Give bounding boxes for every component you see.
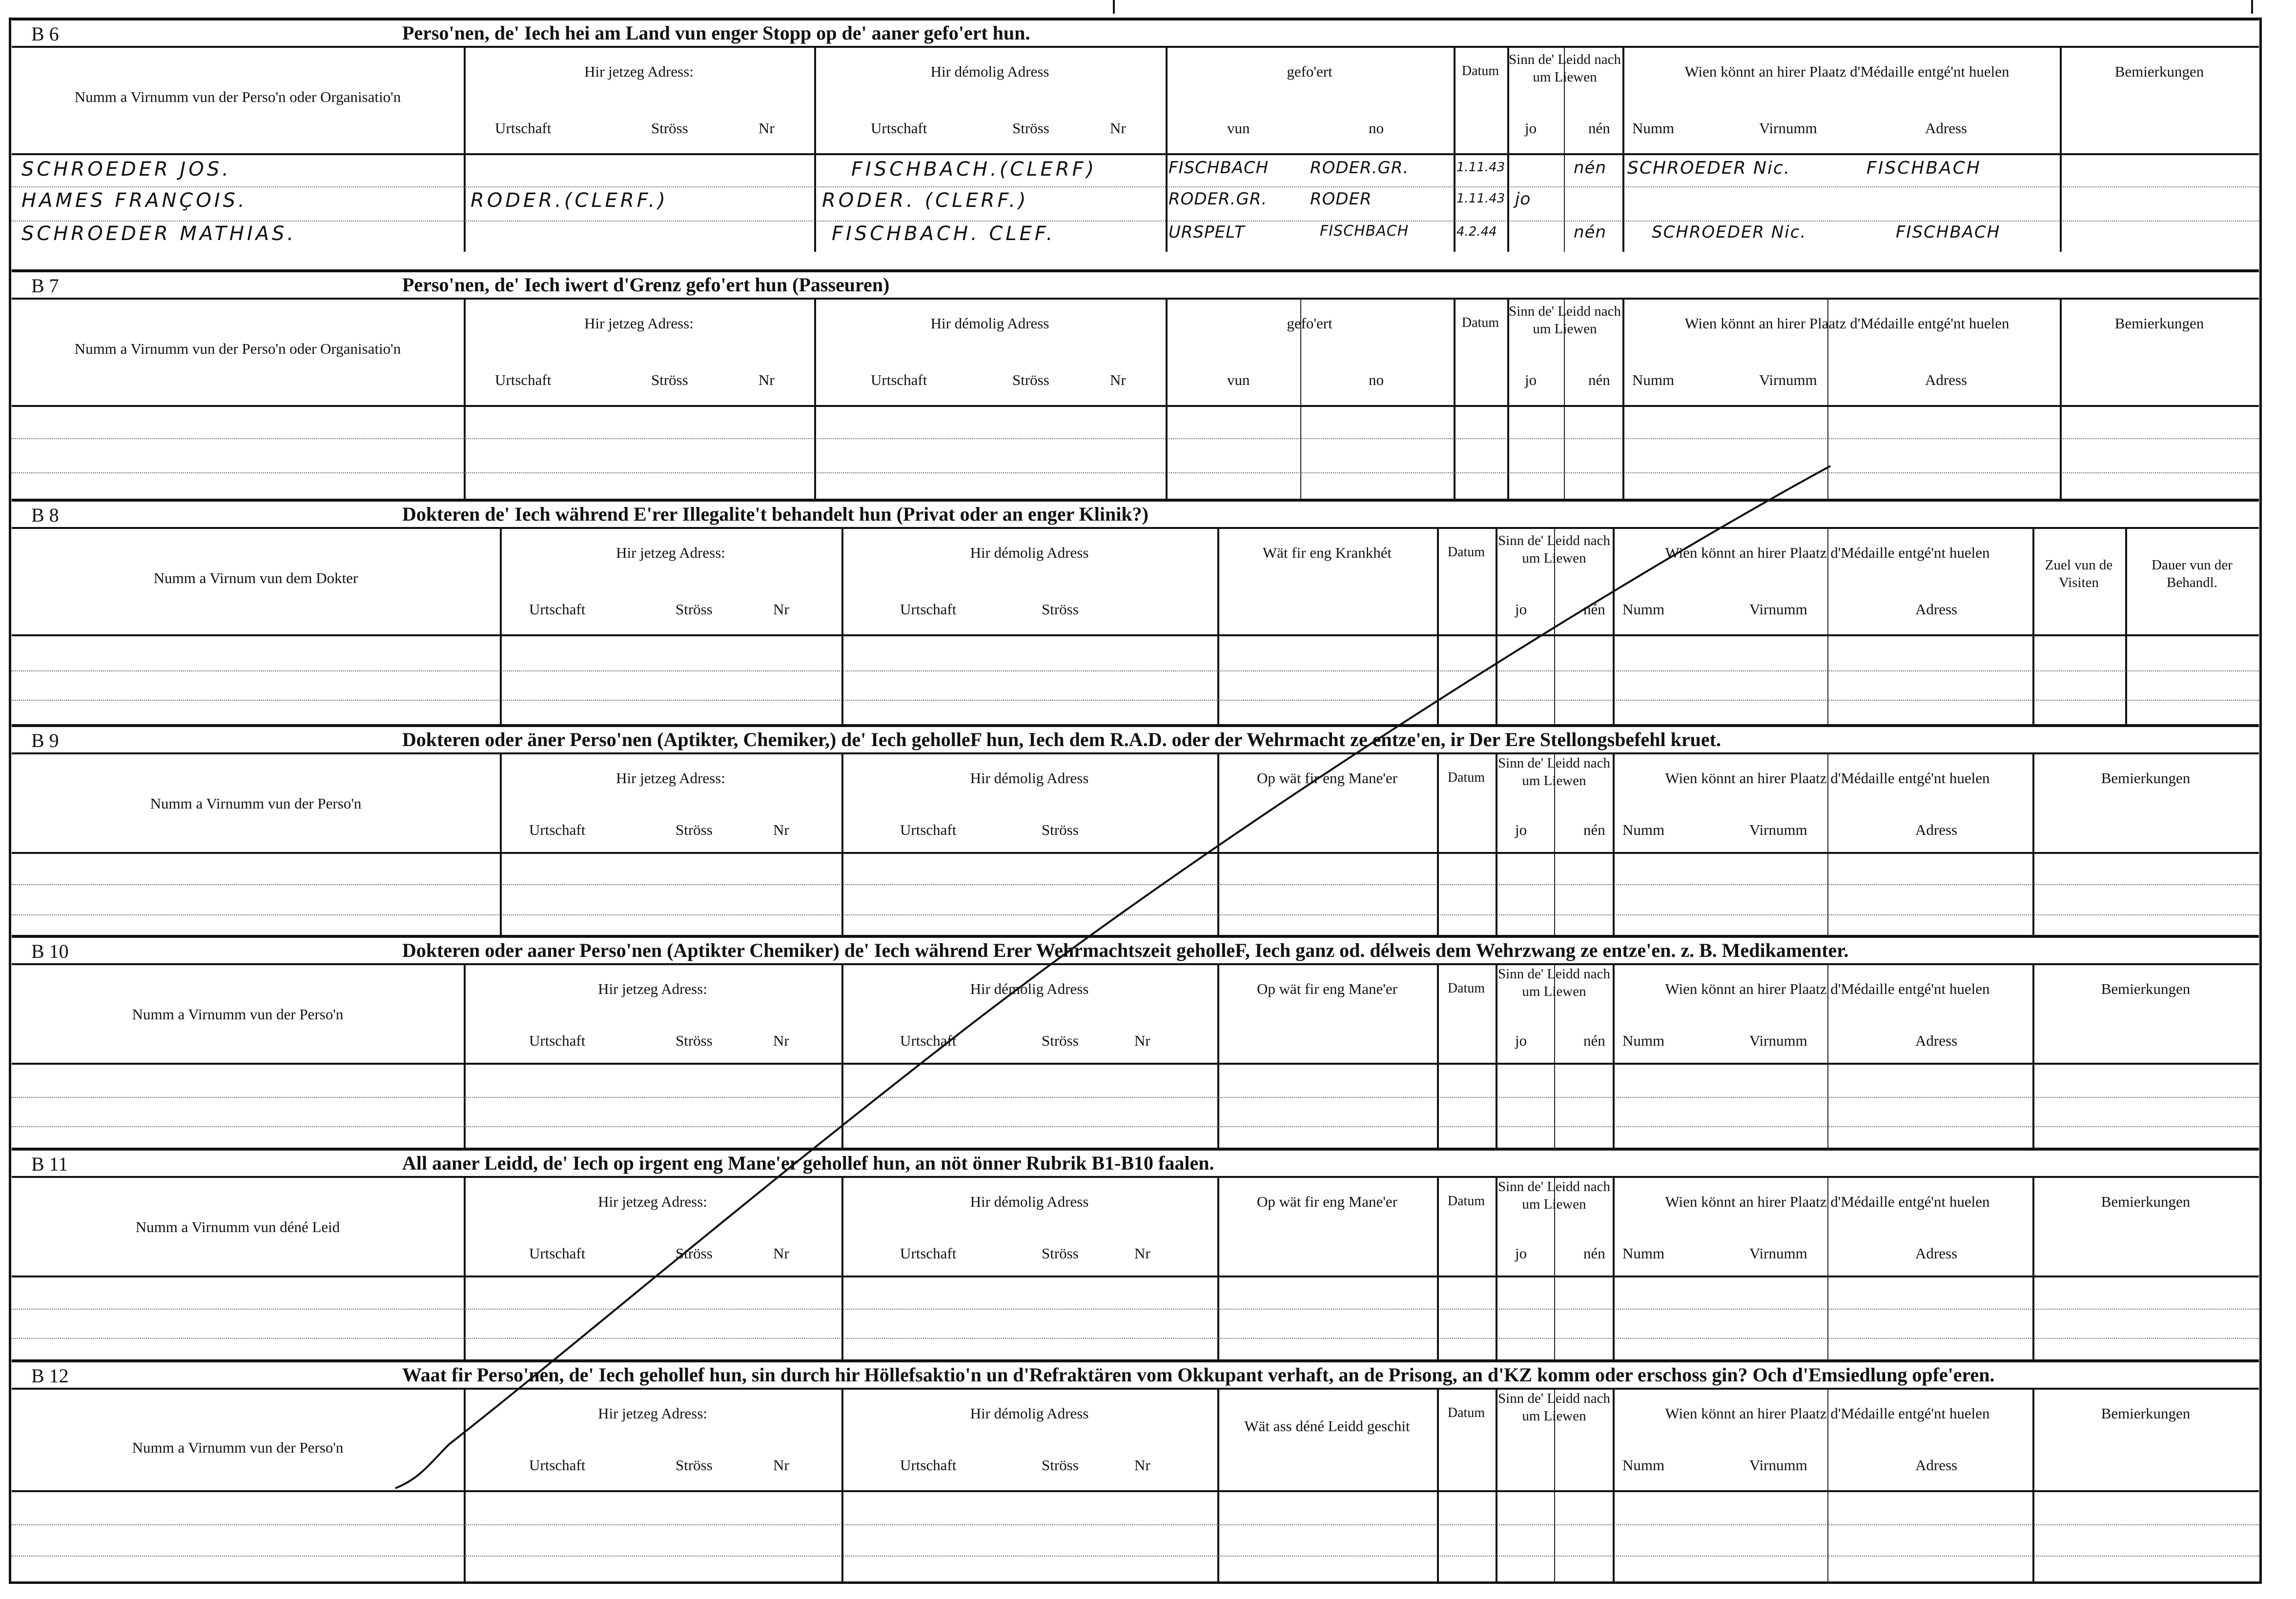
header-town: Urtschaft: [900, 1245, 957, 1262]
header-remarks: Bemierkungen: [2101, 1193, 2191, 1210]
b6-row2-date: 1.11.43: [1456, 191, 1505, 206]
section-b6: [12, 18, 2259, 250]
header-manner: Op wät fir eng Mane'er: [1257, 1193, 1397, 1210]
header-nr: Nr: [758, 371, 775, 388]
header-street: Ströss: [651, 371, 688, 388]
section-b12: [12, 1359, 2259, 1582]
header-medal-name: Numm: [1632, 120, 1675, 137]
header-name: Numm a Virnumm vun der Perso'n oder Organisatio'n: [74, 340, 401, 357]
header-nr: Nr: [1134, 1457, 1150, 1474]
section-id: B 6: [31, 23, 59, 45]
header-nr: Nr: [773, 821, 789, 838]
header-manner: Op wät fir eng Mane'er: [1257, 769, 1397, 787]
header-current-address: Hir jetzeg Adress:: [616, 769, 725, 787]
header-alive: Sinn de' Leidd nach um Liewen: [1509, 304, 1621, 337]
section-b9: [12, 724, 2259, 935]
section-b11: [12, 1148, 2259, 1359]
header-current-address: Hir jetzeg Adress:: [616, 544, 725, 561]
header-medal-name: Numm: [1632, 371, 1675, 388]
header-town: Urtschaft: [495, 120, 552, 137]
b6-row3-former: FISCHBACH. CLEF.: [832, 223, 1056, 245]
header-medal: Wien könnt an hirer Plaatz d'Médaille entgé'nt huelen: [1684, 315, 2009, 332]
b6-row1-medal-address: FISCHBACH: [1866, 158, 1981, 178]
header-street: Ströss: [1042, 1032, 1079, 1049]
header-remarks: Bemierkungen: [2114, 63, 2204, 80]
header-medal-address: Adress: [1915, 1245, 1958, 1262]
header-nr: Nr: [773, 601, 789, 618]
header-date: Datum: [1461, 315, 1499, 330]
header-alive: Sinn de' Leidd nach um Liewen: [1498, 1391, 1610, 1424]
header-what-happened: Wät ass déné Leidd geschit: [1244, 1417, 1410, 1435]
b6-row3-from: URSPELT: [1168, 223, 1245, 242]
header-medal: Wien könnt an hirer Plaatz d'Médaille entgé'nt huelen: [1684, 63, 2009, 80]
b6-row3-name: SCHROEDER MATHIAS.: [21, 223, 297, 245]
header-street: Ströss: [1012, 371, 1049, 388]
header-medal-name: Numm: [1622, 601, 1665, 618]
header-former-address: Hir démolig Adress: [930, 63, 1049, 80]
b6-row1-former: FISCHBACH.(CLERF): [851, 158, 1097, 181]
header-no: nén: [1583, 821, 1605, 838]
b6-row2-to: RODER: [1310, 189, 1372, 209]
header-town: Urtschaft: [529, 821, 586, 838]
header-town: Urtschaft: [900, 601, 957, 618]
b6-row2-former: RODER. (CLERF.): [822, 189, 1029, 212]
header-town: Urtschaft: [900, 1457, 957, 1474]
b6-row3-to: FISCHBACH: [1320, 223, 1409, 240]
header-medal-address: Adress: [1915, 1032, 1958, 1049]
header-remarks: Bemierkungen: [2101, 1405, 2191, 1422]
header-medal-address: Adress: [1925, 371, 1968, 388]
header-medal-firstname: Virnumm: [1759, 120, 1817, 137]
header-yes: jo: [1515, 1245, 1527, 1262]
header-town: Urtschaft: [871, 120, 927, 137]
header-medal-firstname: Virnumm: [1749, 1457, 1807, 1474]
header-town: Urtschaft: [900, 821, 957, 838]
b6-row1-to: RODER.GR.: [1310, 158, 1409, 178]
header-illness: Wät fir eng Krankhét: [1262, 544, 1392, 561]
header-nr: Nr: [1110, 120, 1126, 137]
b6-row1-name: SCHROEDER JOS.: [21, 158, 231, 181]
b6-row1-medal-name: SCHROEDER Nic.: [1627, 158, 1791, 178]
header-former-address: Hir démolig Adress: [970, 980, 1089, 997]
header-no: nén: [1583, 601, 1605, 618]
section-id: B 10: [31, 940, 69, 962]
header-treatment-duration: Dauer vun der Behandl.: [2152, 557, 2233, 591]
header-yes: jo: [1515, 601, 1527, 618]
header-medal: Wien könnt an hirer Plaatz d'Médaille entgé'nt huelen: [1665, 980, 1990, 997]
header-town: Urtschaft: [900, 1032, 957, 1049]
header-current-address: Hir jetzeg Adress:: [598, 1405, 707, 1422]
header-no: nén: [1588, 371, 1610, 388]
header-alive: Sinn de' Leidd nach um Liewen: [1498, 755, 1610, 789]
header-current-address: Hir jetzeg Adress:: [584, 63, 694, 80]
header-town: Urtschaft: [529, 1245, 586, 1262]
header-former-address: Hir démolig Adress: [970, 1405, 1089, 1422]
header-name: Numm a Virnumm vun der Perso'n oder Organisatio'n: [74, 88, 401, 105]
header-former-address: Hir démolig Adress: [970, 1193, 1089, 1210]
header-medal-name: Numm: [1622, 821, 1665, 838]
header-street: Ströss: [676, 601, 713, 618]
header-manner: Op wät fir eng Mane'er: [1257, 980, 1397, 997]
header-medal: Wien könnt an hirer Plaatz d'Médaille entgé'nt huelen: [1665, 1405, 1990, 1422]
header-yes: jo: [1525, 371, 1537, 388]
b6-row3-date: 4.2.44: [1456, 224, 1497, 239]
header-street: Ströss: [676, 1457, 713, 1474]
header-medal-address: Adress: [1925, 120, 1968, 137]
b6-row2-from: RODER.GR.: [1168, 189, 1268, 209]
b6-row2-current: RODER.(CLERF.): [471, 189, 668, 212]
header-street: Ströss: [1042, 821, 1079, 838]
header-medal-firstname: Virnumm: [1749, 601, 1807, 618]
header-nr: Nr: [773, 1245, 789, 1262]
b6-row1-date: 1.11.43: [1456, 160, 1505, 175]
header-yes: jo: [1515, 1032, 1527, 1049]
header-date: Datum: [1447, 770, 1485, 785]
header-street: Ströss: [1042, 1245, 1079, 1262]
b6-row2-name: HAMES FRANÇOIS.: [21, 189, 247, 212]
header-current-address: Hir jetzeg Adress:: [598, 1193, 707, 1210]
section-title: Perso'nen, de' Iech hei am Land vun enger Stopp op de' aaner gefo'ert hun.: [402, 22, 1030, 44]
b6-row2-alive: jo: [1515, 189, 1531, 209]
header-alive: Sinn de' Leidd nach um Liewen: [1498, 1179, 1610, 1213]
section-title: Waat fir Perso'nen, de' Iech gehollef hun, sin durch hir Höllefsaktio'n un d'Refraktären vom Okkupant verhaft, an de Prisong, an d'KZ komm oder erschoss gin? Och d'Emsiedlung opfe'eren.: [402, 1364, 1995, 1386]
header-town: Urtschaft: [529, 601, 586, 618]
header-town: Urtschaft: [529, 1032, 586, 1049]
section-title: Dokteren oder aaner Perso'nen (Aptikter Chemiker) de' Iech während Erer Wehrmachtszeit geholleF, Iech ganz od. délweis dem Wehrzwang ze entze'en. z. B. Medikamenter.: [402, 939, 1849, 961]
header-former-address: Hir démolig Adress: [930, 315, 1049, 332]
header-street: Ströss: [676, 1032, 713, 1049]
header-name: Numm a Virnumm vun der Perso'n: [150, 795, 362, 812]
section-id: B 9: [31, 729, 59, 751]
header-to: no: [1369, 371, 1384, 388]
section-b7: [12, 269, 2259, 499]
header-alive: Sinn de' Leidd nach um Liewen: [1498, 533, 1610, 567]
header-former-address: Hir démolig Adress: [970, 544, 1089, 561]
header-current-address: Hir jetzeg Adress:: [584, 315, 694, 332]
header-current-address: Hir jetzeg Adress:: [598, 980, 707, 997]
header-date: Datum: [1461, 63, 1499, 79]
header-medal: Wien könnt an hirer Plaatz d'Médaille entgé'nt huelen: [1665, 1193, 1990, 1210]
header-street: Ströss: [676, 1245, 713, 1262]
header-town: Urtschaft: [529, 1457, 586, 1474]
header-street: Ströss: [1042, 1457, 1079, 1474]
b6-row3-medal-name: SCHROEDER Nic.: [1652, 223, 1807, 242]
header-visits: Zuel vun de Visiten: [2045, 557, 2113, 591]
header-nr: Nr: [773, 1032, 789, 1049]
b6-row3-alive: nén: [1574, 223, 1607, 242]
section-id: B 7: [31, 275, 59, 297]
header-alive: Sinn de' Leidd nach um Liewen: [1498, 966, 1610, 1000]
header-street: Ströss: [1042, 601, 1079, 618]
section-title: Dokteren oder äner Perso'nen (Aptikter, Chemiker,) de' Iech geholleF hun, Iech dem R.A.D. oder der Wehrmacht ze entze'en, ir Der Ere Stellongsbefehl kruet.: [402, 729, 1721, 750]
header-from: vun: [1227, 371, 1250, 388]
header-medal-name: Numm: [1622, 1245, 1665, 1262]
header-town: Urtschaft: [495, 371, 552, 388]
section-title: All aaner Leidd, de' Iech op irgent eng Mane'er gehollef hun, an nöt önner Rubrik B1-B10 faalen.: [402, 1152, 1214, 1174]
header-remarks: Bemierkungen: [2101, 769, 2191, 787]
header-street: Ströss: [1012, 120, 1049, 137]
header-medal-firstname: Virnumm: [1759, 371, 1817, 388]
header-medal: Wien könnt an hirer Plaatz d'Médaille entgé'nt huelen: [1665, 544, 1990, 561]
header-name: Numm a Virnumm vun déné Leid: [135, 1218, 340, 1235]
header-remarks: Bemierkungen: [2114, 315, 2204, 332]
header-yes: jo: [1515, 821, 1527, 838]
header-nr: Nr: [773, 1457, 789, 1474]
header-from: vun: [1227, 120, 1250, 137]
header-date: Datum: [1447, 981, 1485, 996]
header-no: nén: [1588, 120, 1610, 137]
header-nr: Nr: [1110, 371, 1126, 388]
header-street: Ströss: [676, 821, 713, 838]
header-medal-address: Adress: [1915, 821, 1958, 838]
section-id: B 11: [31, 1153, 68, 1175]
header-date: Datum: [1447, 545, 1485, 560]
header-medal-firstname: Virnumm: [1749, 821, 1807, 838]
section-title: Dokteren de' Iech während E'rer Illegalite't behandelt hun (Privat oder an enger Klinik?): [402, 503, 1148, 525]
header-name: Numm a Virnumm vun der Perso'n: [132, 1439, 344, 1456]
header-no: nén: [1583, 1245, 1605, 1262]
header-nr: Nr: [758, 120, 775, 137]
header-alive: Sinn de' Leidd nach um Liewen: [1509, 52, 1621, 85]
header-date: Datum: [1447, 1194, 1485, 1209]
b6-row1-alive: nén: [1574, 158, 1607, 178]
section-id: B 8: [31, 504, 59, 526]
top-tick-mark: [1113, 0, 1115, 14]
section-title: Perso'nen, de' Iech iwert d'Grenz gefo'ert hun (Passeuren): [402, 274, 890, 296]
header-medal: Wien könnt an hirer Plaatz d'Médaille entgé'nt huelen: [1665, 769, 1990, 787]
header-to: no: [1369, 120, 1384, 137]
header-former-address: Hir démolig Adress: [970, 769, 1089, 787]
b6-row3-medal-address: FISCHBACH: [1896, 223, 2001, 242]
header-name: Numm a Virnumm vun der Perso'n: [132, 1006, 344, 1023]
section-b8: [12, 499, 2259, 724]
header-remarks: Bemierkungen: [2101, 980, 2191, 997]
header-medal-address: Adress: [1915, 1457, 1958, 1474]
header-name: Numm a Virnum vun dem Dokter: [153, 569, 358, 587]
header-medal-firstname: Virnumm: [1749, 1032, 1807, 1049]
header-medal-address: Adress: [1915, 601, 1958, 618]
header-nr: Nr: [1134, 1032, 1150, 1049]
header-medal-name: Numm: [1622, 1032, 1665, 1049]
header-medal-name: Numm: [1622, 1457, 1665, 1474]
header-medal-firstname: Virnumm: [1749, 1245, 1807, 1262]
section-id: B 12: [31, 1365, 69, 1387]
top-tick-mark: [2251, 0, 2253, 14]
section-b10: [12, 935, 2259, 1148]
header-street: Ströss: [651, 120, 688, 137]
header-no: nén: [1583, 1032, 1605, 1049]
header-date: Datum: [1447, 1405, 1485, 1420]
header-town: Urtschaft: [871, 371, 927, 388]
header-nr: Nr: [1134, 1245, 1150, 1262]
header-transported: gefo'ert: [1287, 63, 1332, 80]
b6-row1-from: FISCHBACH: [1168, 158, 1269, 178]
header-yes: jo: [1525, 120, 1537, 137]
header-transported: gefo'ert: [1287, 315, 1332, 332]
